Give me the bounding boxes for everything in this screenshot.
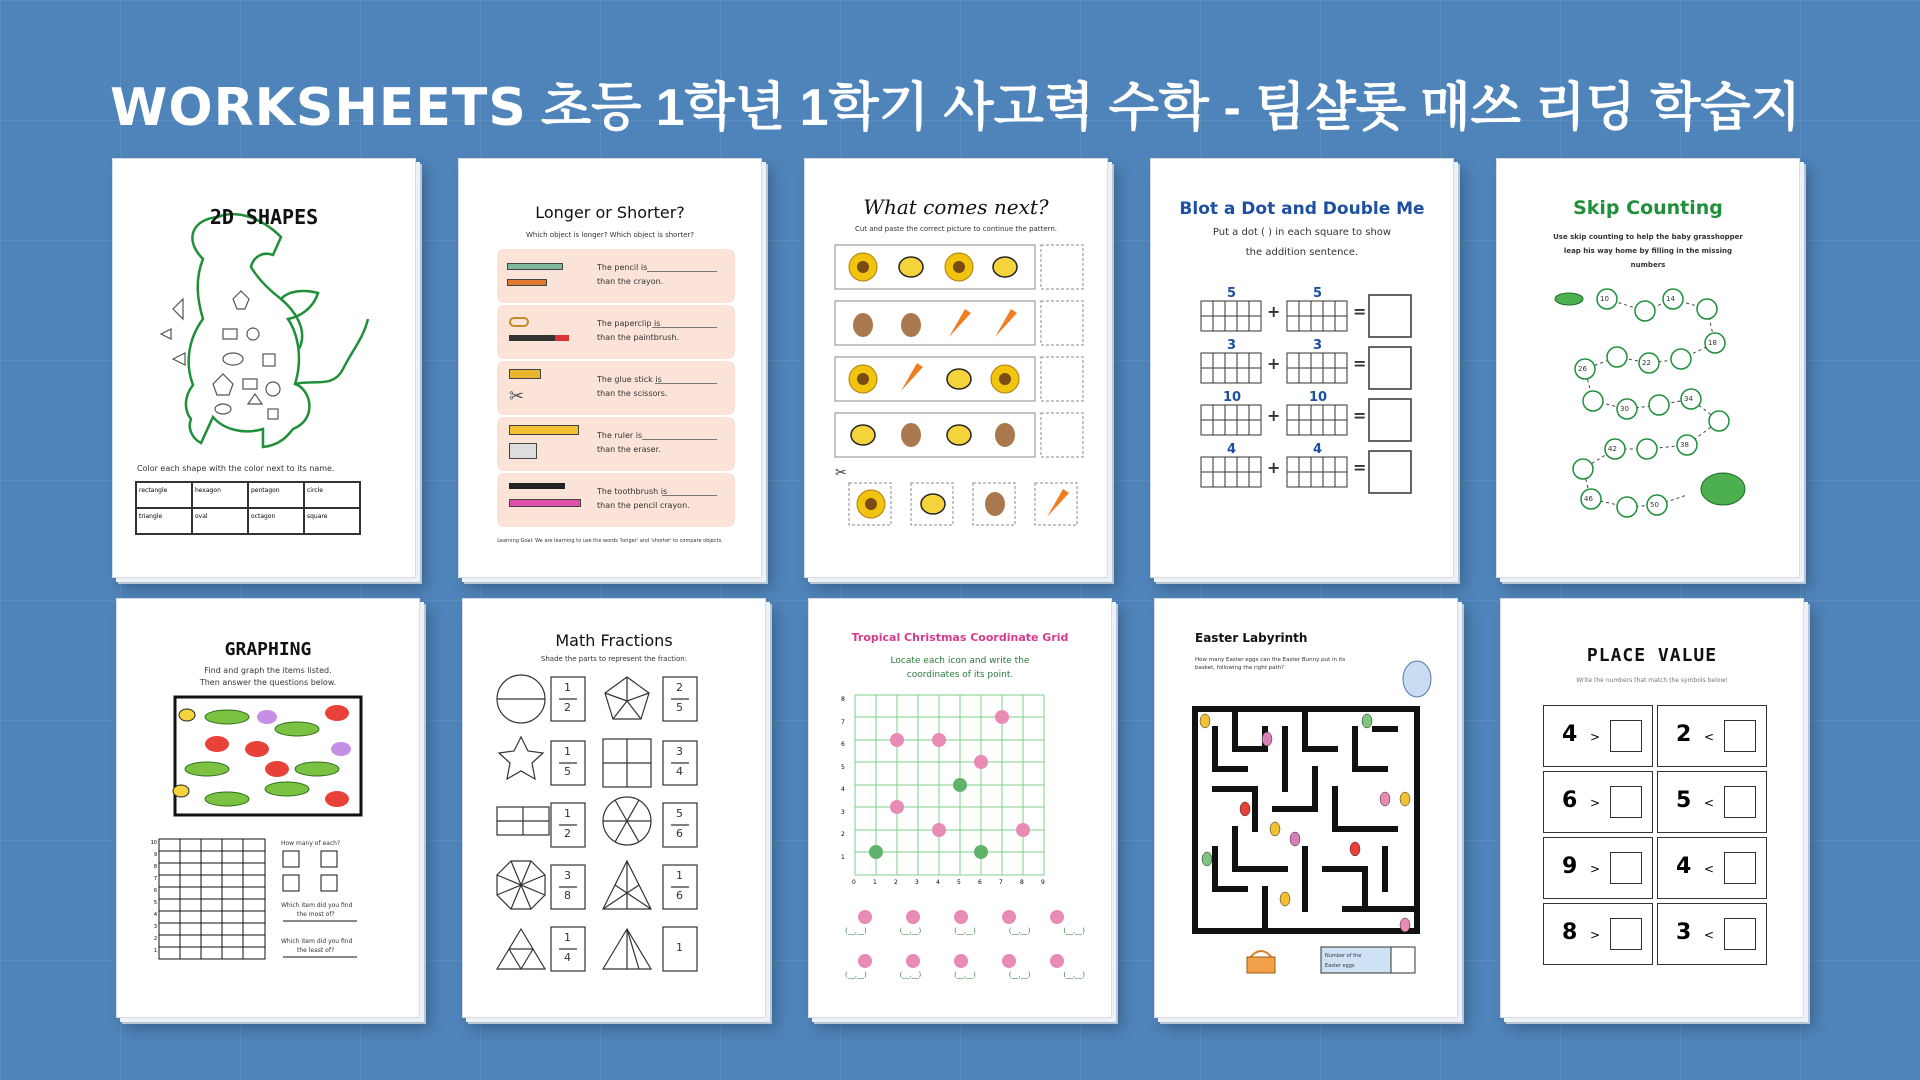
denominator: 2 (564, 701, 571, 714)
denominator: 5 (564, 765, 571, 778)
basket-icon (1247, 957, 1275, 973)
pencil-icon (507, 263, 563, 270)
axis-label: 7 (841, 718, 845, 726)
answer-row (845, 971, 1085, 979)
graph-question: Which item did you find (281, 902, 353, 909)
axis-label: 8 (153, 864, 157, 870)
numerator: 3 (676, 745, 683, 758)
skip-number: 22 (1642, 359, 1651, 367)
skip-number: 30 (1620, 405, 1629, 413)
pattern-rows (805, 159, 1108, 578)
equals-sign: = (1353, 302, 1367, 321)
worksheet-instruction: Use skip counting to help the baby grasshopper (1553, 233, 1743, 241)
eraser-icon (509, 443, 537, 459)
worksheet-blot-a-dot[interactable] (1150, 158, 1454, 578)
denominator: 4 (564, 951, 571, 964)
numerator: 1 (676, 941, 683, 954)
skip-number: 18 (1708, 339, 1717, 347)
answer-blank: (__,__) (1008, 927, 1031, 935)
worksheet-2d-shapes[interactable] (112, 158, 416, 578)
comparison-cell (1657, 903, 1767, 965)
answer-line (652, 327, 717, 328)
numerator: 1 (564, 807, 571, 820)
addend: 10 (1309, 390, 1328, 405)
axis-label: 1 (873, 879, 877, 886)
skip-number: 50 (1650, 501, 1659, 509)
addend: 10 (1223, 390, 1242, 405)
numerator: 1 (564, 745, 571, 758)
worksheet-title: GRAPHING (224, 639, 312, 660)
addend: 5 (1227, 286, 1237, 301)
row-text: than the crayon. (597, 277, 664, 286)
page-title (110, 76, 1830, 140)
comparison-cell (1543, 705, 1653, 767)
row-text: than the eraser. (597, 445, 661, 454)
equals-sign: = (1353, 458, 1367, 477)
comparison-cell (1657, 837, 1767, 899)
comparison-row (497, 305, 735, 359)
skip-count-path (1497, 159, 1800, 578)
worksheet-instruction: How many Easter eggs can the Easter Bunny put in its (1195, 657, 1346, 663)
worksheet-easter-labyrinth[interactable] (1154, 598, 1458, 1018)
comparison-cell (1657, 705, 1767, 767)
plus-sign: + (1267, 302, 1281, 321)
shape-cell: oval (192, 508, 248, 534)
answer-blank: (__,__) (954, 927, 976, 935)
comparison-row (497, 249, 735, 303)
digit: 2 (1676, 722, 1692, 747)
numerator: 1 (676, 869, 683, 882)
answer-box[interactable] (1724, 786, 1756, 818)
addend: 3 (1313, 338, 1323, 353)
worksheet-instruction: Find and graph the items listed. (204, 666, 332, 675)
axis-label: 9 (1041, 879, 1045, 886)
plus-sign: + (1267, 354, 1281, 373)
worksheet-instruction: Color each shape with the color next to its name. (137, 464, 335, 473)
worksheet-fractions[interactable] (462, 598, 766, 1018)
worksheet-instruction: Which object is longer? Which object is shorter? (526, 231, 694, 239)
answer-blank: (__,__) (845, 971, 867, 979)
answer-blank: (__,__) (954, 971, 976, 979)
worksheet-instruction: Then answer the questions below. (199, 678, 337, 687)
axis-label: 2 (894, 879, 898, 886)
plus-sign: + (1267, 406, 1281, 425)
row-text: than the pencil crayon. (597, 501, 690, 510)
toothbrush-icon (509, 483, 565, 489)
answer-box[interactable] (1610, 852, 1642, 884)
digit: 4 (1676, 854, 1692, 879)
numerator: 1 (564, 931, 571, 944)
paintbrush-icon (509, 335, 569, 341)
worksheet-instruction: Cut and paste the correct picture to continue the pattern. (854, 225, 1058, 233)
worksheet-instruction: leap his way home by filling in the missing (1563, 247, 1733, 255)
worksheet-instruction: the addition sentence. (1245, 247, 1359, 258)
graph-question: How many of each? (281, 840, 341, 847)
row-text: The pencil is (597, 263, 648, 272)
answer-blank: (__,__) (1008, 971, 1031, 979)
axis-label: 4 (153, 912, 157, 918)
worksheet-title: Tropical Christmas Coordinate Grid (851, 631, 1069, 644)
egg-count-label: Easter eggs (1325, 963, 1355, 969)
graph-question: Which item did you find (281, 938, 353, 945)
symbol: > (1590, 730, 1601, 744)
axis-label: 5 (153, 900, 157, 906)
worksheet-title: 2D SHAPES (209, 205, 319, 229)
comparison-row (497, 417, 735, 471)
shape-cell: octagon (248, 508, 304, 534)
comparison-grid (1543, 705, 1767, 965)
axis-label: 3 (153, 924, 157, 930)
svg-text:✂: ✂ (835, 465, 847, 481)
comparison-cell (1657, 771, 1767, 833)
bunny-icon (1403, 661, 1431, 697)
axis-label: 9 (153, 852, 157, 858)
skip-number: 46 (1584, 495, 1593, 503)
shape-color-table (135, 481, 361, 535)
axis-label: 8 (1020, 879, 1024, 886)
digit: 6 (1562, 788, 1578, 813)
answer-blank: (__,__) (899, 927, 922, 935)
worksheet-graphing[interactable] (116, 598, 420, 1018)
axis-label: 7 (153, 876, 157, 882)
graph-question: the least of? (297, 947, 335, 954)
axis-label: 6 (978, 879, 982, 886)
symbol: > (1590, 862, 1601, 876)
axis-label: 5 (841, 763, 845, 771)
ruler-icon (509, 425, 579, 435)
page-title-highlight: WORKSHEETS (110, 78, 527, 138)
ten-frame-grids (1151, 159, 1454, 578)
comparison-row (497, 361, 735, 415)
answer-box[interactable] (1724, 918, 1756, 950)
graphing-illustration (117, 599, 420, 1018)
comparison-cell (1543, 903, 1653, 965)
numerator: 3 (564, 869, 571, 882)
axis-label: 1 (153, 948, 157, 954)
worksheet-title: Blot a Dot and Double Me (1179, 199, 1425, 219)
answer-box[interactable] (1724, 852, 1756, 884)
coordinate-grid (809, 599, 1112, 1018)
skip-number: 26 (1578, 365, 1587, 373)
digit: 9 (1562, 854, 1578, 879)
row-text: The toothbrush is (597, 487, 668, 496)
comparison-cell (1543, 837, 1653, 899)
symbol: < (1704, 928, 1715, 942)
paperclip-icon (509, 317, 529, 327)
worksheet-title: Easter Labyrinth (1195, 631, 1308, 645)
addend: 4 (1313, 442, 1323, 457)
digit: 8 (1562, 920, 1578, 945)
axis-label: 8 (841, 696, 845, 703)
scissors-icon: ✂ (509, 386, 525, 407)
axis-label: 7 (999, 879, 1003, 886)
answer-box[interactable] (1610, 720, 1642, 752)
axis-label: 5 (957, 879, 961, 886)
numerator: 2 (676, 681, 683, 694)
worksheet-instruction: numbers (1630, 261, 1666, 269)
answer-line (647, 271, 717, 272)
worksheet-instruction: basket, following the right path? (1195, 665, 1285, 671)
denominator: 5 (676, 701, 683, 714)
worksheet-instruction: Write the numbers that match the symbols below! (1576, 677, 1728, 684)
axis-label: 6 (841, 741, 845, 748)
answer-line (662, 495, 717, 496)
answer-blank: (__,__) (1063, 927, 1085, 935)
axis-label: 6 (153, 888, 157, 894)
digit: 4 (1562, 722, 1578, 747)
worksheet-title: What comes next? (863, 195, 1049, 219)
worksheet-instruction: Put a dot ( ) in each square to show (1212, 227, 1392, 238)
graph-y-axis (147, 837, 157, 957)
worksheet-pattern[interactable] (804, 158, 1108, 578)
page-title-subtitle: 초등 1학년 1학기 사고력 수학 - 팀샬롯 매쓰 리딩 학습지 (540, 79, 1801, 137)
axis-label: 10 (150, 840, 157, 846)
addend: 5 (1313, 286, 1323, 301)
digit: 3 (1676, 920, 1692, 945)
graph-question: the most of? (297, 911, 335, 918)
pencil-crayon-icon (509, 499, 581, 507)
answer-blank: (__,__) (899, 971, 922, 979)
denominator: 6 (676, 889, 683, 902)
comparison-row (497, 473, 735, 527)
glue-stick-icon (509, 369, 541, 379)
worksheet-instruction: coordinates of its point. (906, 670, 1014, 680)
answer-line (655, 383, 717, 384)
worksheet-title: Math Fractions (555, 631, 673, 650)
answer-line (642, 439, 717, 440)
skip-number: 42 (1608, 445, 1617, 453)
worksheet-place-value[interactable] (1500, 598, 1804, 1018)
equals-sign: = (1353, 354, 1367, 373)
axis-label: 4 (936, 879, 940, 886)
symbol: < (1704, 796, 1715, 810)
axis-label: 4 (841, 786, 845, 793)
answer-row (845, 927, 1085, 935)
shape-cell: pentagon (248, 482, 304, 508)
symbol: > (1590, 796, 1601, 810)
skip-number: 14 (1666, 295, 1675, 303)
shape-cell: square (304, 508, 360, 534)
symbol: > (1590, 928, 1601, 942)
row-text: The glue stick is (597, 375, 662, 384)
grid-y-axis (841, 689, 851, 869)
axis-label: 1 (841, 853, 845, 861)
crayon-icon (507, 279, 547, 286)
row-text: than the scissors. (597, 389, 668, 398)
worksheet-title: Skip Counting (1573, 197, 1723, 219)
row-text: than the paintbrush. (597, 333, 680, 342)
comparison-cell (1543, 771, 1653, 833)
worksheet-skip-counting[interactable] (1496, 158, 1800, 578)
axis-label: 3 (841, 808, 845, 816)
skip-number: 34 (1684, 395, 1693, 403)
answer-blank: (__,__) (845, 927, 867, 935)
answer-box[interactable] (1724, 720, 1756, 752)
axis-label: 2 (153, 936, 157, 942)
axis-label: 3 (915, 879, 919, 886)
axis-label: 0 (852, 879, 856, 886)
worksheet-instruction: Shade the parts to represent the fraction: (540, 655, 688, 663)
skip-number: 38 (1680, 441, 1689, 449)
worksheet-title: Longer or Shorter? (535, 203, 685, 222)
worksheet-instruction: Locate each icon and write the (890, 656, 1030, 666)
addend: 4 (1227, 442, 1237, 457)
shape-cell: triangle (136, 508, 192, 534)
shape-cell: circle (304, 482, 360, 508)
grid-x-axis (852, 879, 1062, 886)
symbol: < (1704, 862, 1715, 876)
skip-number: 10 (1600, 295, 1609, 303)
shape-cell: hexagon (192, 482, 248, 508)
worksheet-title: PLACE VALUE (1586, 645, 1718, 666)
equals-sign: = (1353, 406, 1367, 425)
maze (1155, 599, 1458, 1018)
row-text: The paperclip is (597, 319, 661, 328)
denominator: 4 (676, 765, 683, 778)
denominator: 8 (564, 889, 571, 902)
numerator: 5 (676, 807, 683, 820)
answer-box[interactable] (1610, 918, 1642, 950)
shape-cell: rectangle (136, 482, 192, 508)
axis-label: 2 (841, 831, 845, 838)
egg-count-label: Number of the (1325, 953, 1362, 959)
answer-blank: (__,__) (1063, 971, 1085, 979)
plus-sign: + (1267, 458, 1281, 477)
digit: 5 (1676, 788, 1692, 813)
numerator: 1 (564, 681, 571, 694)
symbol: < (1704, 730, 1715, 744)
fraction-shapes (463, 599, 766, 1018)
denominator: 6 (676, 827, 683, 840)
worksheet-footer: Learning Goal: We are learning to use the words 'longer' and 'shorter' to compare objects. (497, 538, 723, 544)
worksheet-coordinate-grid[interactable] (808, 598, 1112, 1018)
addend: 3 (1227, 338, 1237, 353)
row-text: The ruler is (597, 431, 643, 440)
denominator: 2 (564, 827, 571, 840)
worksheet-longer-shorter[interactable] (458, 158, 762, 578)
answer-box[interactable] (1610, 786, 1642, 818)
